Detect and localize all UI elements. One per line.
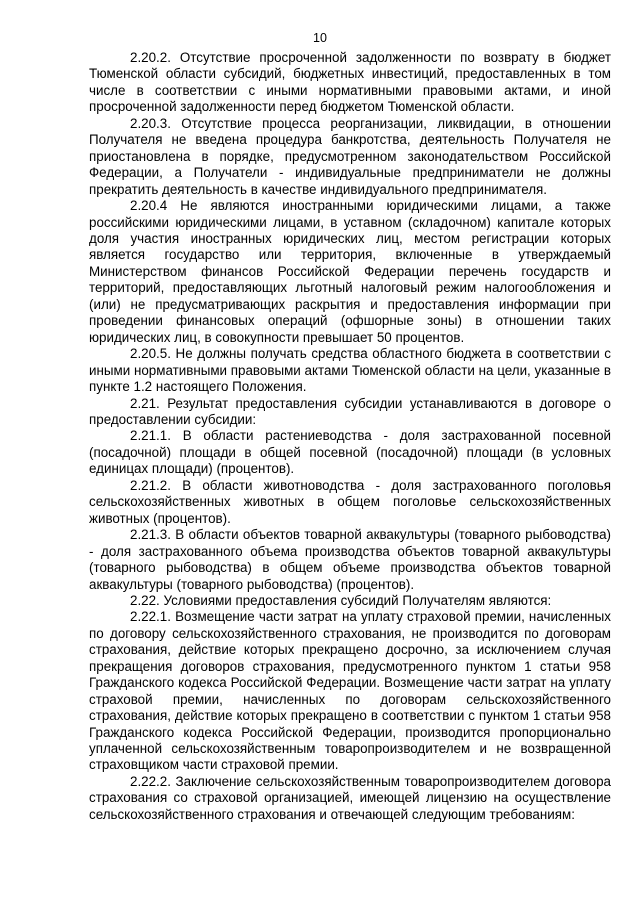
- paragraph-2-22-1: 2.22.1. Возмещение части затрат на уплату страховой премии, начисленных по договору сельскохозяйственного страхования, не производится по договорам страхования, действие которых прекращено досрочно, за исключением случая прекращения договоров страхования, предусмотренного пунктом 1 статьи 958 Гражданского кодекса Российской Федерации. Возмещение части затрат на уплату страховой премии, начисленных по договорам сельскохозяйственного страхования, действие которых прекращено в соответствии с пунктом 1 статьи 958 Гражданского кодекса Российской Федерации, производится пропорционально уплаченной сельскохозяйственным товаропроизводителем и не возвращенной страховщиком части страховой премии.: [89, 609, 611, 773]
- paragraph-2-20-2: 2.20.2. Отсутствие просроченной задолженности по возврату в бюджет Тюменской области субсидий, бюджетных инвестиций, предоставленных в том числе в соответствии с иными нормативными правовыми актами, и иной просроченной задолженности перед бюджетом Тюменской области.: [89, 50, 611, 115]
- paragraph-2-21-1: 2.21.1. В области растениеводства - доля застрахованной посевной (посадочной) площади в общей посевной (посадочной) площади (в условных единицах площади) (процентов).: [89, 428, 611, 477]
- paragraph-2-20-5: 2.20.5. Не должны получать средства областного бюджета в соответствии с иными нормативными правовыми актами Тюменской области на цели, указанные в пункте 1.2 настоящего Положения.: [89, 346, 611, 395]
- paragraph-2-22: 2.22. Условиями предоставления субсидий Получателям являются:: [130, 592, 552, 608]
- paragraph-2-21-2: 2.21.2. В области животноводства - доля застрахованного поголовья сельскохозяйственных животных в общем поголовье сельскохозяйственных животных (процентов).: [89, 477, 611, 526]
- document-body: [89, 50, 611, 823]
- paragraph-2-20-3: 2.20.3. Отсутствие процесса реорганизации, ликвидации, в отношении Получателя не введена процедура банкротства, деятельность Получателя не приостановлена в порядке, предусмотренном законодательством Российской Федерации, а Получатели - индивидуальные предприниматели не должны прекратить деятельность в качестве индивидуального предпринимателя.: [89, 115, 611, 197]
- paragraph-2-21: 2.21. Результат предоставления субсидии устанавливаются в договоре о предоставлении субсидии:: [89, 395, 611, 427]
- paragraph-2-22-2: 2.22.2. Заключение сельскохозяйственным товаропроизводителем договора страхования со страховой организацией, имеющей лицензию на осуществление сельскохозяйственного страхования и отвечающей следующим требованиям:: [89, 773, 611, 822]
- paragraph-2-20-4: 2.20.4 Не являются иностранными юридическими лицами, а также российскими юридическими лицами, в уставном (складочном) капитале которых доля участия иностранных юридических лиц, местом регистрации которых является государство или территория, включенные в утверждаемый Министерством финансов Российской Федерации перечень государств и территорий, предоставляющих льготный налоговый режим налогообложения и (или) не предусматривающих раскрытия и предоставления информации при проведении финансовых операций (офшорные зоны) в отношении таких юридических лиц, в совокупности превышает 50 процентов.: [89, 198, 611, 345]
- paragraph-2-21-3: 2.21.3. В области объектов товарной аквакультуры (товарного рыбоводства) - доля застрахованного объема производства объектов товарной аквакультуры (товарного рыбоводства) в общем объеме производства объектов товарной аквакультуры (товарного рыбоводства) (процентов).: [89, 527, 611, 592]
- page-number: 10: [313, 31, 327, 45]
